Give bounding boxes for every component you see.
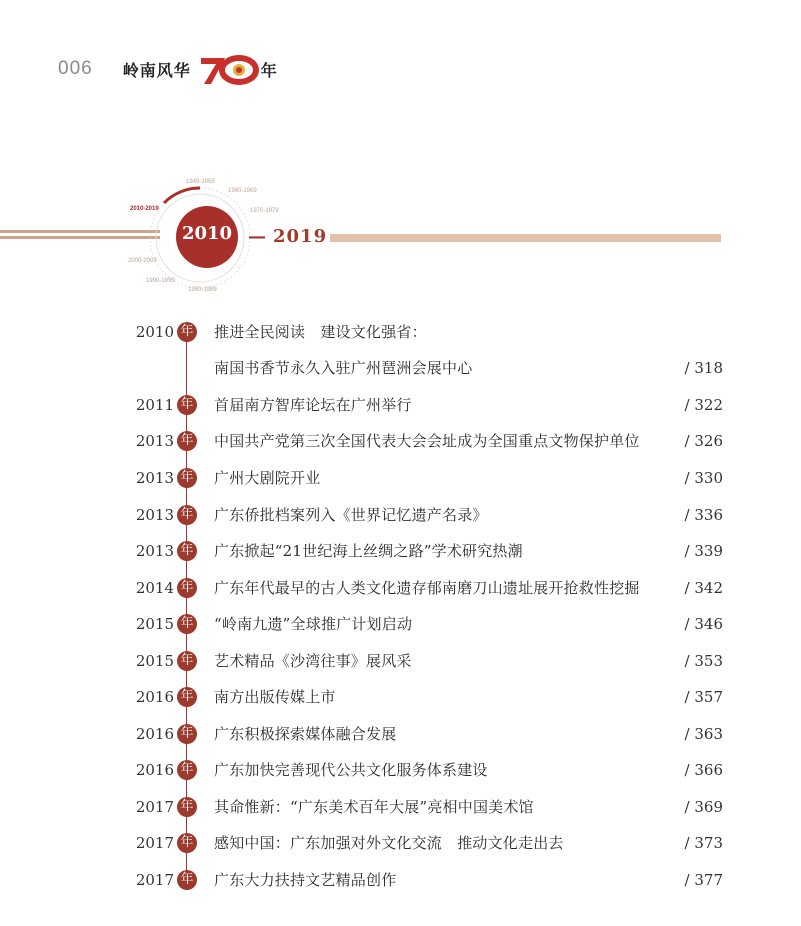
year-marker-icon: 年 bbox=[177, 651, 197, 671]
year-marker-icon: 年 bbox=[177, 431, 197, 451]
entry-title: 广州大剧院开业 bbox=[214, 469, 321, 487]
entry-page: / 346 bbox=[684, 615, 723, 633]
toc-row[interactable] bbox=[0, 502, 801, 528]
entry-page: / 330 bbox=[684, 469, 723, 487]
dial-label: 2000-2009 bbox=[128, 258, 157, 264]
entry-title: 其命惟新：“广东美术百年大展”亮相中国美术馆 bbox=[214, 798, 534, 816]
brand-suffix: 年 bbox=[260, 60, 277, 80]
entry-title: 感知中国：广东加强对外文化交流 推动文化走出去 bbox=[214, 834, 564, 852]
year-marker-icon: 年 bbox=[177, 578, 197, 598]
year-marker-icon: 年 bbox=[177, 833, 197, 853]
entry-year: 2017 bbox=[135, 871, 174, 889]
year-marker-icon: 年 bbox=[177, 687, 197, 707]
entry-year: 2015 bbox=[135, 615, 174, 633]
toc-row[interactable] bbox=[0, 392, 801, 418]
dial-label: 1949-1959 bbox=[186, 179, 215, 185]
entry-year: 2016 bbox=[135, 725, 174, 743]
page-number: 006 bbox=[58, 58, 93, 79]
entry-title: 广东侨批档案列入《世界记忆遗产名录》 bbox=[214, 506, 488, 524]
dial-label: 2010-2019 bbox=[130, 206, 159, 212]
year-marker-icon: 年 bbox=[177, 870, 197, 890]
entry-page: / 318 bbox=[684, 359, 723, 377]
entry-page: / 357 bbox=[684, 688, 723, 706]
year-marker-icon: 年 bbox=[177, 468, 197, 488]
entry-year: 2017 bbox=[135, 798, 174, 816]
entry-page: / 339 bbox=[684, 542, 723, 560]
entry-year: 2013 bbox=[135, 469, 174, 487]
decade-end-wrapper: — 2019 bbox=[248, 226, 328, 247]
toc-row[interactable] bbox=[0, 794, 801, 820]
year-marker-icon: 年 bbox=[177, 724, 197, 744]
entry-title: 广东年代最早的古人类文化遗存郁南磨刀山遗址展开抢救性挖掘 bbox=[214, 579, 640, 597]
year-marker-icon: 年 bbox=[177, 395, 197, 415]
year-marker-icon: 年 bbox=[177, 760, 197, 780]
seventy-logo-icon bbox=[195, 52, 259, 86]
entry-title: 首届南方智库论坛在广州举行 bbox=[214, 396, 412, 414]
entry-year: 2010 bbox=[135, 323, 174, 341]
entry-year: 2013 bbox=[135, 432, 174, 450]
right-bar bbox=[330, 234, 721, 242]
entry-year: 2017 bbox=[135, 834, 174, 852]
page-header bbox=[58, 52, 277, 86]
toc-row[interactable] bbox=[0, 721, 801, 747]
entry-year: 2015 bbox=[135, 652, 174, 670]
entry-title: 艺术精品《沙湾往事》展风采 bbox=[214, 652, 412, 670]
entry-title: 广东积极探索媒体融合发展 bbox=[214, 725, 397, 743]
toc-row[interactable] bbox=[0, 319, 801, 345]
entry-year: 2016 bbox=[135, 761, 174, 779]
year-marker-icon: 年 bbox=[177, 614, 197, 634]
entry-page: / 326 bbox=[684, 432, 723, 450]
year-marker-icon: 年 bbox=[177, 797, 197, 817]
entry-title: 南方出版传媒上市 bbox=[214, 688, 336, 706]
toc-row[interactable] bbox=[0, 830, 801, 856]
entry-title: 广东大力扶持文艺精品创作 bbox=[214, 871, 397, 889]
entry-year: 2016 bbox=[135, 688, 174, 706]
entry-title: 南国书香节永久入驻广州琶洲会展中心 bbox=[214, 359, 473, 377]
toc-row[interactable] bbox=[0, 648, 801, 674]
toc-row[interactable] bbox=[0, 575, 801, 601]
toc-row[interactable] bbox=[0, 428, 801, 454]
toc-row[interactable] bbox=[0, 355, 801, 381]
year-marker-icon: 年 bbox=[177, 541, 197, 561]
entry-title: 中国共产党第三次全国代表大会会址成为全国重点文物保护单位 bbox=[214, 432, 640, 450]
entry-page: / 322 bbox=[684, 396, 723, 414]
decade-end: 2019 bbox=[273, 226, 328, 247]
toc-row[interactable] bbox=[0, 684, 801, 710]
entry-title: “岭南九遗”全球推广计划启动 bbox=[214, 615, 413, 633]
entry-title: 广东掀起“21世纪海上丝绸之路”学术研究热潮 bbox=[214, 542, 523, 560]
entry-page: / 373 bbox=[684, 834, 723, 852]
toc-row[interactable] bbox=[0, 867, 801, 893]
decade-start: 2010 bbox=[181, 223, 233, 244]
dial-label: 1960-1969 bbox=[228, 188, 257, 194]
toc-row[interactable] bbox=[0, 757, 801, 783]
toc-row[interactable] bbox=[0, 538, 801, 564]
brand-title: 岭南风华 bbox=[122, 60, 191, 80]
entry-page: / 342 bbox=[684, 579, 723, 597]
toc-row[interactable] bbox=[0, 611, 801, 637]
entry-page: / 336 bbox=[684, 506, 723, 524]
entry-year: 2013 bbox=[135, 506, 174, 524]
entry-page: / 366 bbox=[684, 761, 723, 779]
decade-banner bbox=[0, 168, 801, 308]
entry-year: 2011 bbox=[135, 396, 174, 414]
toc-row[interactable] bbox=[0, 465, 801, 491]
entry-year: 2014 bbox=[135, 579, 174, 597]
year-marker-icon: 年 bbox=[177, 505, 197, 525]
year-marker-icon: 年 bbox=[177, 322, 197, 342]
entry-page: / 363 bbox=[684, 725, 723, 743]
dial-label: 1990-1999 bbox=[146, 278, 175, 284]
entry-year: 2013 bbox=[135, 542, 174, 560]
entry-page: / 377 bbox=[684, 871, 723, 889]
entry-page: / 353 bbox=[684, 652, 723, 670]
dial-label: 1970-1979 bbox=[250, 208, 279, 214]
entry-title: 广东加快完善现代公共文化服务体系建设 bbox=[214, 761, 488, 779]
entry-title: 推进全民阅读 建设文化强省： bbox=[214, 323, 427, 341]
dial-label: 1980-1989 bbox=[188, 287, 217, 293]
entry-page: / 369 bbox=[684, 798, 723, 816]
